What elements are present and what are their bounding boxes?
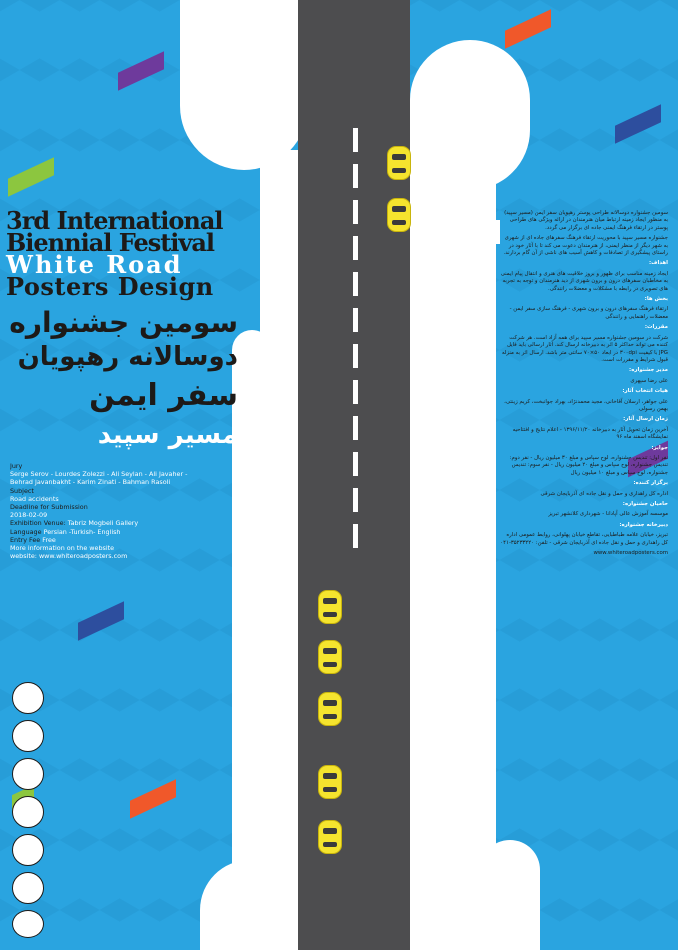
title-line: White Road [6,250,183,279]
description-paragraph: علی جواهر، ارسلان آقاخانی، مجید محمدنژاد، بهراد جوانبخت، کریم زینتی، بهمن رسولی [504,398,668,412]
lane-dash [353,272,358,296]
lane-dash [353,344,358,368]
white-road-shape [232,330,272,950]
festival-info [10,462,210,560]
description-paragraph: تبریز، خیابان علامه طباطبایی، تقاطع خیابان پهلوانی، روابط عمومی اداره کل راهداری و حمل و نقل جاده ای آذربایجان شرقی - تلفن: ۳۵۲۳۳۲۲۰-۰۴۱ [500,532,668,546]
section-heading: بخش ها: [644,296,668,303]
description-paragraph: سومین جشنواره دوسالانه طراحی پوستر رهپویان سفر ایمن (مسیر سپید) به منظور ایجاد زمینه ارتباط میان هنرمندان در ارائه ویژگی های طراحی پوستر در ارتقاء فرهنگ ایمنی جاده ای برگزار می گردد. [504,210,668,231]
yellow-car [318,692,342,726]
lane-dash [353,488,358,512]
white-road-shape [480,840,540,950]
section-heading: مقررات: [644,324,668,331]
subject-label: Subject [10,486,34,495]
description-paragraph: آخرین زمان تحویل آثار به دبیرخانه ۱۳۹۶/۱۱/۲۰ - اعلام نتایج و افتتاحیه نمایشگاه اسفند ماه ۹۶ [512,426,668,441]
description-paragraph: شرکت در سومین جشنواره مسیر سپید برای همه آزاد است. هر شرکت کننده می تواند حداکثر ۵ اثر به دبیرخانه ارسال کند. آثار ارسالی باید فایل JPG با کیفیت ۳۰۰dpi در ابعاد ۵۰×۷۰ سانتی متر باشد. ارسال اثر به منزله قبول شرایط و مقررات است. [501,334,668,363]
lane-dash [353,416,358,440]
description-paragraph: موسسه آموزش عالی آپادانا - شهرداری کلانشهر تبریز [548,511,668,518]
lane-dash [353,452,358,476]
section-heading: دبیرخانه جشنواره: [619,521,668,528]
more-info-text: More information on the website [10,544,115,553]
persian-title-line: سفر ایمن [89,378,238,413]
section-heading: اهداف: [649,260,668,267]
sponsor-logo [12,872,44,904]
description-paragraph: نفر اول: تندیس جشنواره، لوح سپاس و مبلغ ۳۰ میلیون ریال - نفر دوم: تندیس جشنواره، لوح سپاس و مبلغ ۲۰ میلیون ریال - نفر سوم: تندیس جشنواره، لوح سپاس و مبلغ ۱۰ میلیون ریال [509,454,668,476]
jury-label: Jury [10,462,23,470]
deadline-value: 2018-02-09 [10,511,48,520]
section-heading: مدیر جشنواره: [629,367,668,374]
section-heading: هیات انتخاب آثار: [622,388,668,395]
description-paragraph: اداره کل راهداری و حمل و نقل جاده ای آذربایجان شرقی [540,490,668,497]
section-heading: جوایز: [651,444,668,451]
title-line: Biennial Festival [6,228,215,257]
description-paragraph: جشنواره مسیر سپید با محوریت ارتقاء فرهنگ سفرهای جاده ای از شهری به شهر دیگر از منظر ایمنی، از هنرمندان دعوت می کند تا با آثار خود در راستای پیشگیری از تصادفات و کاهش آسیب های ناشی از آن گام بردارند. [503,235,668,257]
title-line: Posters Design [6,272,214,301]
persian-description [500,210,668,560]
persian-title-line: دوسالانه رهپویان [17,342,238,372]
sponsor-logo [12,834,44,866]
yellow-car [318,640,342,674]
lane-dash [353,236,358,260]
section-heading: زمان ارسال آثار: [623,416,668,423]
section-heading: برگزار کننده: [633,480,668,487]
persian-title-line: مسیر سپید [97,420,238,450]
lane-dash [353,200,358,224]
section-heading: حامیان جشنواره: [622,501,668,507]
subject-value: Road accidents [10,494,59,503]
white-road-shape [440,220,500,244]
yellow-car [318,765,342,799]
fee-value: Free [42,535,56,544]
venue-value: Tabriz Mogbeli Gallery [67,519,139,528]
lane-dash [353,524,358,548]
yellow-car [318,590,342,624]
lane-dash [353,308,358,332]
sponsor-logo [12,682,44,714]
title-line: 3rd International [6,206,223,235]
lane-dash [353,164,358,188]
deadline-label: Deadline for Submission [10,503,88,512]
yellow-car [387,198,411,232]
description-paragraph: علی رضا سپهری [630,377,668,384]
jury-list: Serge Serov - Lourdes Zolezzi - Ali Seylan - Ali Javaher - [10,470,188,479]
sponsor-logo [12,796,44,828]
lane-dash [353,380,358,404]
english-title [6,206,238,301]
sponsor-logo [12,758,44,790]
white-road-shape [180,0,308,170]
jury-list: Behrad Javanbakht - Karim Zinati - Bahman Rasoli [10,478,171,487]
white-road-shape [200,860,300,950]
website-link[interactable]: website: www.whiteroadposters.com [10,552,128,561]
fee-label: Entry Fee [10,535,41,544]
persian-title-line: سومین جشنواره [9,306,238,339]
sponsor-logo [12,720,44,752]
description-paragraph: ارتقاء فرهنگ سفرهای درون و برون شهری - فرهنگ سازی سفر ایمن - معضلات راهنمایی و رانندگی [509,306,668,320]
yellow-car [387,146,411,180]
yellow-car [318,820,342,854]
venue-label: Exhibition Venue: [10,519,66,528]
lane-dash [353,128,358,152]
language-value: Persian -Turkish- English [43,527,121,536]
website-footer[interactable]: www.whiteroadposters.com [593,550,668,557]
sponsor-logo [12,910,44,938]
language-label: Language [10,527,42,536]
description-paragraph: ایجاد زمینه مناسب برای ظهور و بروز خلاقیت های هنری و انتقال پیام ایمنی به مخاطبان سفرهای درون و برون شهری از دید هنرمندان و توجه به تجربه های تصویری در رابطه با مشکلات و معضلات رانندگی. [500,270,668,292]
